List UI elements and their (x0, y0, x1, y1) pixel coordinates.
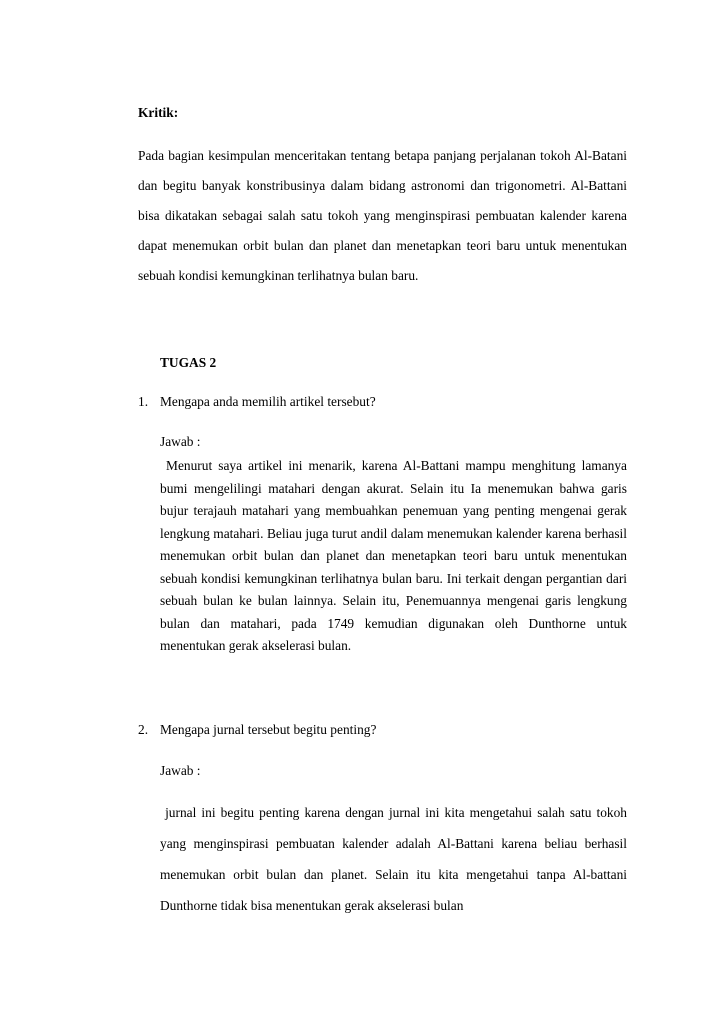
question-2-text: Mengapa jurnal tersebut begitu penting? (160, 722, 377, 737)
question-1-answer-label: Jawab : (160, 434, 201, 449)
question-1-answer: Menurut saya artikel ini menarik, karena Al-Battani mampu menghitung lamanya bumi mengelilingi matahari dengan akurat. Selain itu Ia menemukan bahwa garis bujur terajauh matahari yang membuahkan penemuan yang penting mengenai gerak lengkung matahari. Beliau juga turut andil dalam menemukan kalender karena berhasil menemukan orbit bulan dan planet dan menetapkan teori baru untuk menentukan sebuah kondisi kemungkinan terlihatnya bulan baru. Ini terkait dengan pergantian dari sebuah bulan ke bulan lainnya. Selain itu, Penemuannya mengenai garis lengkung bulan dan matahari, pada 1749 kemudian digunakan oleh Dunthorne untuk menentukan gerak akselerasi bulan. (160, 458, 627, 653)
tugas-heading: TUGAS 2 (160, 355, 217, 370)
question-2-answer-label: Jawab : (160, 763, 201, 778)
question-1-number: 1. (138, 394, 149, 409)
question-1-text: Mengapa anda memilih artikel tersebut? (160, 394, 376, 409)
question-2-number: 2. (138, 722, 149, 737)
kritik-paragraph: Pada bagian kesimpulan menceritakan tentang betapa panjang perjalanan tokoh Al-Batani dan begitu banyak konstribusinya dalam bidang astronomi dan trigonometri. Al-Battani bisa dikatakan sebagai salah satu tokoh yang menginspirasi pembuatan kalender karena dapat menemukan orbit bulan dan planet dan menetapkan teori baru untuk menentukan sebuah kondisi kemungkinan terlihatnya bulan baru. (138, 148, 627, 283)
kritik-heading: Kritik: (138, 105, 179, 120)
question-2-answer: jurnal ini begitu penting karena dengan jurnal ini kita mengetahui salah satu tokoh yang menginspirasi pembuatan kalender adalah Al-Battani karena beliau berhasil menemukan orbit bulan dan planet. Selain itu kita mengetahui tanpa Al-battani Dunthorne tidak bisa menentukan gerak akselerasi bulan (160, 805, 627, 913)
